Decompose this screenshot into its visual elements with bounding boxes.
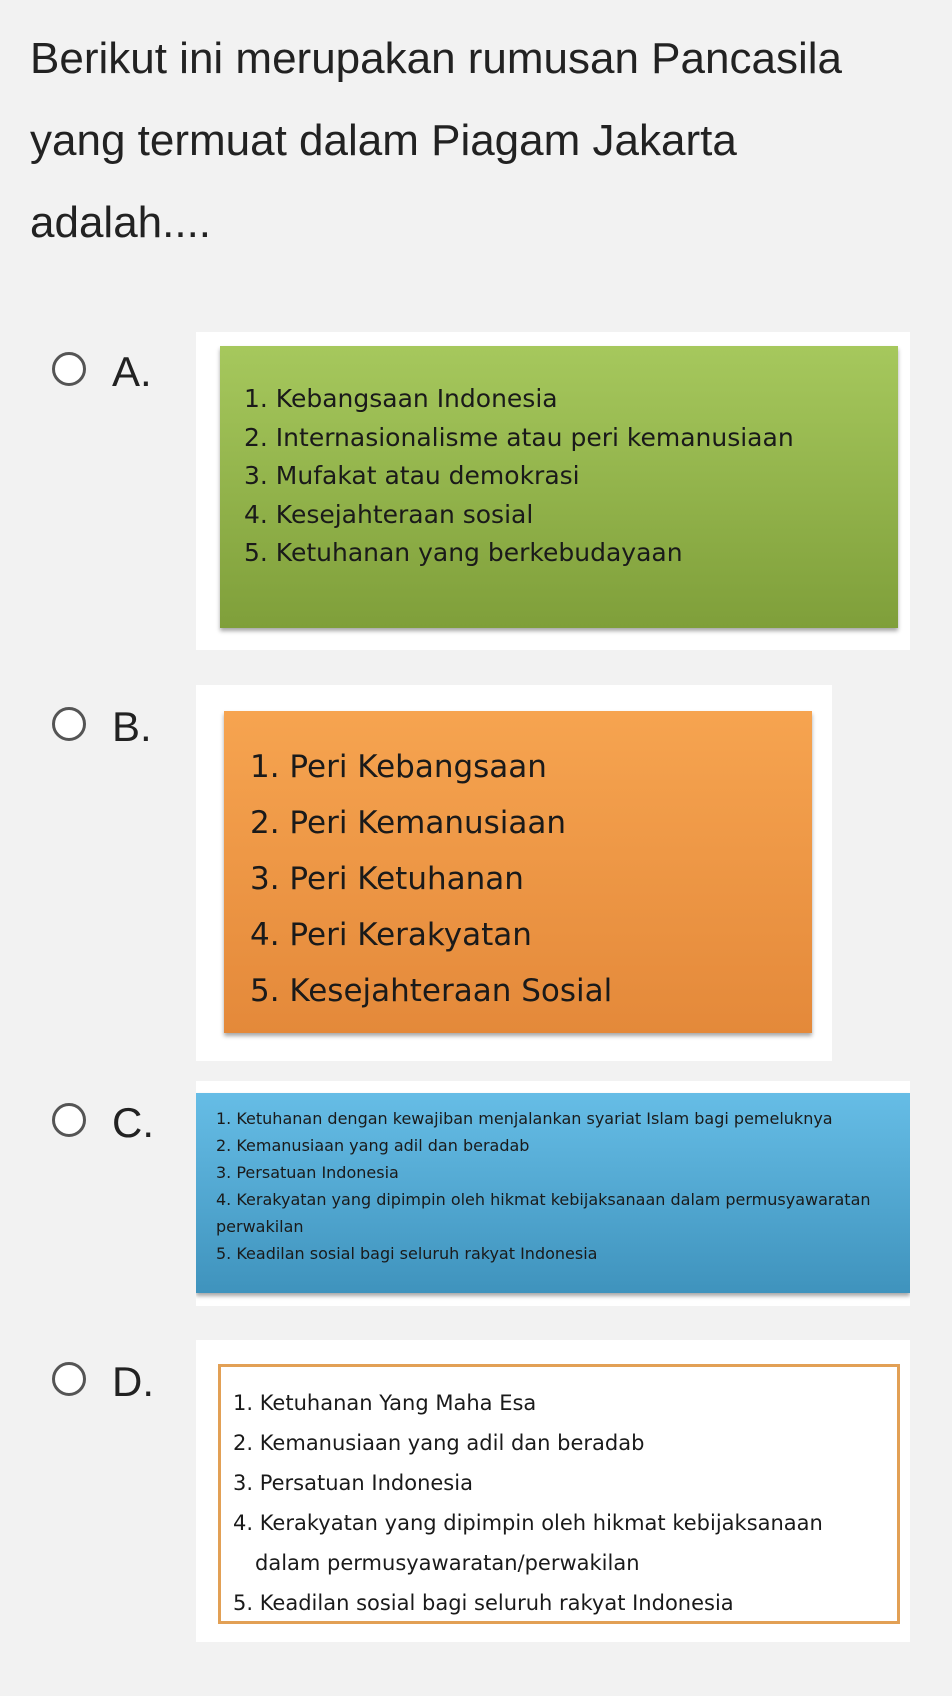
option-b-image[interactable] bbox=[196, 685, 832, 1061]
radio-button-a[interactable] bbox=[52, 352, 86, 386]
option-a-item: 4. Kesejahteraan sosial bbox=[244, 499, 534, 529]
option-c-item: 4. Kerakyatan yang dipimpin oleh hikmat kebijaksanaan dalam permusyawaratan perwakilan bbox=[216, 1190, 871, 1236]
radio-button-b[interactable] bbox=[52, 707, 86, 741]
option-d-item: 4. Kerakyatan yang dipimpin oleh hikmat kebijaksanaan bbox=[233, 1511, 823, 1535]
option-c-panel bbox=[196, 1093, 910, 1293]
option-a-panel bbox=[220, 346, 898, 628]
option-b-item: 5. Kesejahteraan Sosial bbox=[250, 973, 613, 1009]
option-a-item: 1. Kebangsaan Indonesia bbox=[244, 384, 558, 413]
option-c-item: 3. Persatuan Indonesia bbox=[216, 1163, 399, 1182]
option-d-item: dalam permusyawaratan/perwakilan bbox=[255, 1551, 640, 1575]
option-d-image[interactable] bbox=[196, 1340, 910, 1642]
option-d-letter: D. bbox=[112, 1358, 154, 1405]
option-d-item: 2. Kemanusiaan yang adil dan beradab bbox=[233, 1431, 645, 1455]
option-b-item: 3. Peri Ketuhanan bbox=[250, 861, 524, 897]
option-c-image[interactable] bbox=[196, 1081, 910, 1306]
option-c-item: 2. Kemanusiaan yang adil dan beradab bbox=[216, 1136, 530, 1155]
option-d-item: 3. Persatuan Indonesia bbox=[233, 1471, 473, 1495]
option-d-panel bbox=[218, 1364, 900, 1624]
option-c-item: 1. Ketuhanan dengan kewajiban menjalankan syariat Islam bagi pemeluknya bbox=[216, 1109, 833, 1128]
option-b-item: 2. Peri Kemanusiaan bbox=[250, 805, 567, 841]
radio-button-d[interactable] bbox=[52, 1362, 86, 1396]
option-d-item: 1. Ketuhanan Yang Maha Esa bbox=[233, 1391, 537, 1415]
option-a-item: 2. Internasionalisme atau peri kemanusiaan bbox=[244, 422, 794, 452]
option-b-item: 1. Peri Kebangsaan bbox=[250, 749, 547, 785]
option-d-item: 5. Keadilan sosial bagi seluruh rakyat Indonesia bbox=[233, 1591, 734, 1615]
question-text: Berikut ini merupakan rumusan Pancasila yang termuat dalam Piagam Jakarta adalah.... bbox=[30, 34, 842, 247]
option-a-image[interactable] bbox=[196, 332, 910, 650]
radio-button-c[interactable] bbox=[52, 1103, 86, 1137]
option-b-item: 4. Peri Kerakyatan bbox=[250, 917, 532, 953]
option-c-letter: C. bbox=[112, 1099, 154, 1146]
option-a-item: 3. Mufakat atau demokrasi bbox=[244, 461, 580, 490]
option-c-item: 5. Keadilan sosial bagi seluruh rakyat Indonesia bbox=[216, 1244, 598, 1263]
option-b-letter: B. bbox=[112, 703, 152, 750]
option-a-letter: A. bbox=[112, 348, 152, 395]
option-b-panel bbox=[224, 711, 812, 1033]
option-a-item: 5. Ketuhanan yang berkebudayaan bbox=[244, 538, 683, 567]
